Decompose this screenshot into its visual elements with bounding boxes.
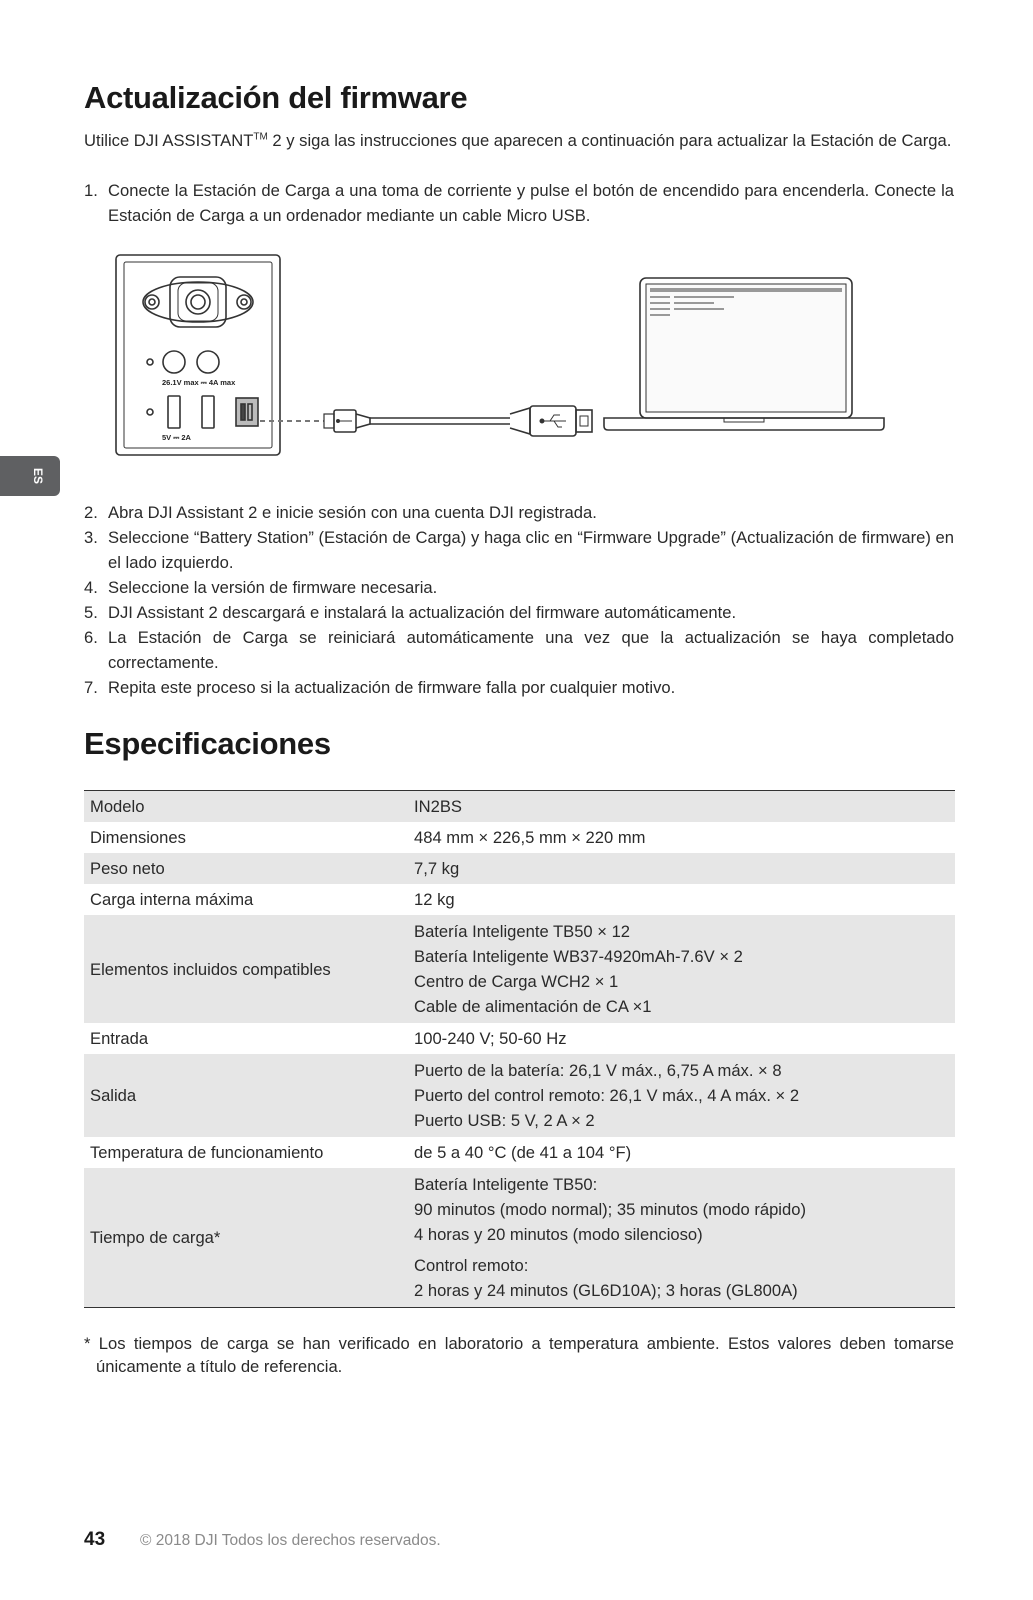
list-item xyxy=(84,178,954,228)
spec-value-line: 2 horas y 24 minutos (GL6D10A); 3 horas (GL800A) xyxy=(414,1281,798,1300)
list-number: 2. xyxy=(84,503,98,522)
trademark-sup: TM xyxy=(253,131,268,143)
spec-value-line: Centro de Carga WCH2 × 1 xyxy=(414,972,619,991)
list-text: Abra DJI Assistant 2 e inicie sesión con una cuenta DJI registrada. xyxy=(108,503,597,522)
step-list-1 xyxy=(84,178,954,228)
spec-value-line: Control remoto: xyxy=(414,1256,529,1275)
list-text: Seleccione la versión de firmware necesaria. xyxy=(108,578,438,597)
section-title-specs: Especificaciones xyxy=(84,726,331,761)
spec-value-line: Puerto USB: 5 V, 2 A × 2 xyxy=(414,1111,595,1130)
table-row xyxy=(84,1023,955,1054)
list-number: 4. xyxy=(84,578,98,597)
list-number: 5. xyxy=(84,603,98,622)
spec-key: Temperatura de funcionamiento xyxy=(90,1143,324,1162)
list-text: DJI Assistant 2 descargará e instalará la actualización del firmware automáticamente. xyxy=(108,603,737,622)
spec-value-line: Batería Inteligente TB50 × 12 xyxy=(414,922,631,941)
spec-value-line: 484 mm × 226,5 mm × 220 mm xyxy=(414,828,646,847)
list-number: 1. xyxy=(84,181,98,200)
list-item xyxy=(84,575,954,600)
list-number: 6. xyxy=(84,628,98,647)
spec-value-line: de 5 a 40 °C (de 41 a 104 °F) xyxy=(414,1143,632,1162)
spec-value xyxy=(408,1168,955,1308)
list-item xyxy=(84,625,954,675)
table-row xyxy=(84,1137,955,1168)
spec-key: Tiempo de carga* xyxy=(90,1228,221,1247)
spec-value xyxy=(408,822,955,853)
spec-value-line: Cable de alimentación de CA ×1 xyxy=(414,997,652,1016)
list-item xyxy=(84,600,954,625)
list-item xyxy=(84,500,954,525)
spec-value xyxy=(408,791,955,823)
table-row xyxy=(84,884,955,915)
intro-text-pre: Utilice DJI ASSISTANT xyxy=(84,131,254,150)
spec-value-line: Batería Inteligente TB50: xyxy=(414,1175,598,1194)
language-tab-label: ES xyxy=(31,467,45,485)
spec-value xyxy=(408,1054,955,1137)
list-text: Repita este proceso si la actualización de firmware falla por cualquier motivo. xyxy=(108,678,676,697)
spec-value-line: 90 minutos (modo normal); 35 minutos (modo rápido) xyxy=(414,1200,806,1219)
spec-value xyxy=(408,1137,955,1168)
copyright: © 2018 DJI Todos los derechos reservados. xyxy=(140,1532,441,1549)
spec-key: Salida xyxy=(90,1086,137,1105)
table-row xyxy=(84,1168,955,1308)
spec-key: Carga interna máxima xyxy=(90,890,254,909)
spec-value-line: 100-240 V; 50-60 Hz xyxy=(414,1029,567,1048)
spec-value-line: 12 kg xyxy=(414,890,455,909)
spec-key: Entrada xyxy=(90,1029,149,1048)
spec-value-line: IN2BS xyxy=(414,797,462,816)
list-item xyxy=(84,675,954,700)
spec-value-line: Puerto del control remoto: 26,1 V máx., 4 A máx. × 2 xyxy=(414,1086,800,1105)
intro-text-post: 2 y siga las instrucciones que aparecen a continuación para actualizar la Estación de Carga. xyxy=(267,131,952,150)
spec-key: Dimensiones xyxy=(90,828,186,847)
connection-diagram xyxy=(84,254,914,476)
intro-paragraph xyxy=(84,128,954,153)
spec-key: Modelo xyxy=(90,797,145,816)
table-row xyxy=(84,1054,955,1137)
spec-value-line: Batería Inteligente WB37-4920mAh-7.6V × 2 xyxy=(414,947,743,966)
specifications-table xyxy=(84,790,955,1308)
table-row xyxy=(84,791,955,823)
spec-key: Peso neto xyxy=(90,859,165,878)
section-title-firmware: Actualización del firmware xyxy=(84,80,468,115)
language-tab xyxy=(0,456,60,496)
port-label-remote: 26.1V max ⎓ 4A max xyxy=(162,378,236,387)
connection-illustration xyxy=(84,254,914,476)
table-row xyxy=(84,853,955,884)
step-list-2 xyxy=(84,500,954,700)
list-text: Conecte la Estación de Carga a una toma de corriente y pulse el botón de encendido para encenderla. Conecte la Estación de Carga a un ordenador mediante un cable Micro USB. xyxy=(108,181,954,225)
table-row xyxy=(84,822,955,853)
list-number: 3. xyxy=(84,528,98,547)
footnote: * Los tiempos de carga se han verificado en laboratorio a temperatura ambiente. Estos valores deben tomarse únicamente a título de referencia. xyxy=(84,1334,954,1376)
list-text: Seleccione “Battery Station” (Estación de Carga) y haga clic en “Firmware Upgrade” (Actualización de firmware) en el lado izquierdo. xyxy=(108,528,954,572)
list-text: La Estación de Carga se reiniciará automáticamente una vez que la actualización se haya completado correctamente. xyxy=(108,628,954,672)
page-number: 43 xyxy=(84,1529,106,1550)
list-item xyxy=(84,525,954,575)
port-label-usb: 5V ⎓ 2A xyxy=(162,433,191,442)
table-row xyxy=(84,915,955,1023)
spec-key: Elementos incluidos compatibles xyxy=(90,959,331,979)
list-number: 7. xyxy=(84,678,98,697)
spec-value xyxy=(408,853,955,884)
spec-value-line: 4 horas y 20 minutos (modo silencioso) xyxy=(414,1225,703,1244)
spec-value-line: 7,7 kg xyxy=(414,859,460,878)
spec-value xyxy=(408,915,955,1023)
spec-value xyxy=(408,1023,955,1054)
spec-value-line: Puerto de la batería: 26,1 V máx., 6,75 A máx. × 8 xyxy=(414,1061,782,1080)
spec-value xyxy=(408,884,955,915)
